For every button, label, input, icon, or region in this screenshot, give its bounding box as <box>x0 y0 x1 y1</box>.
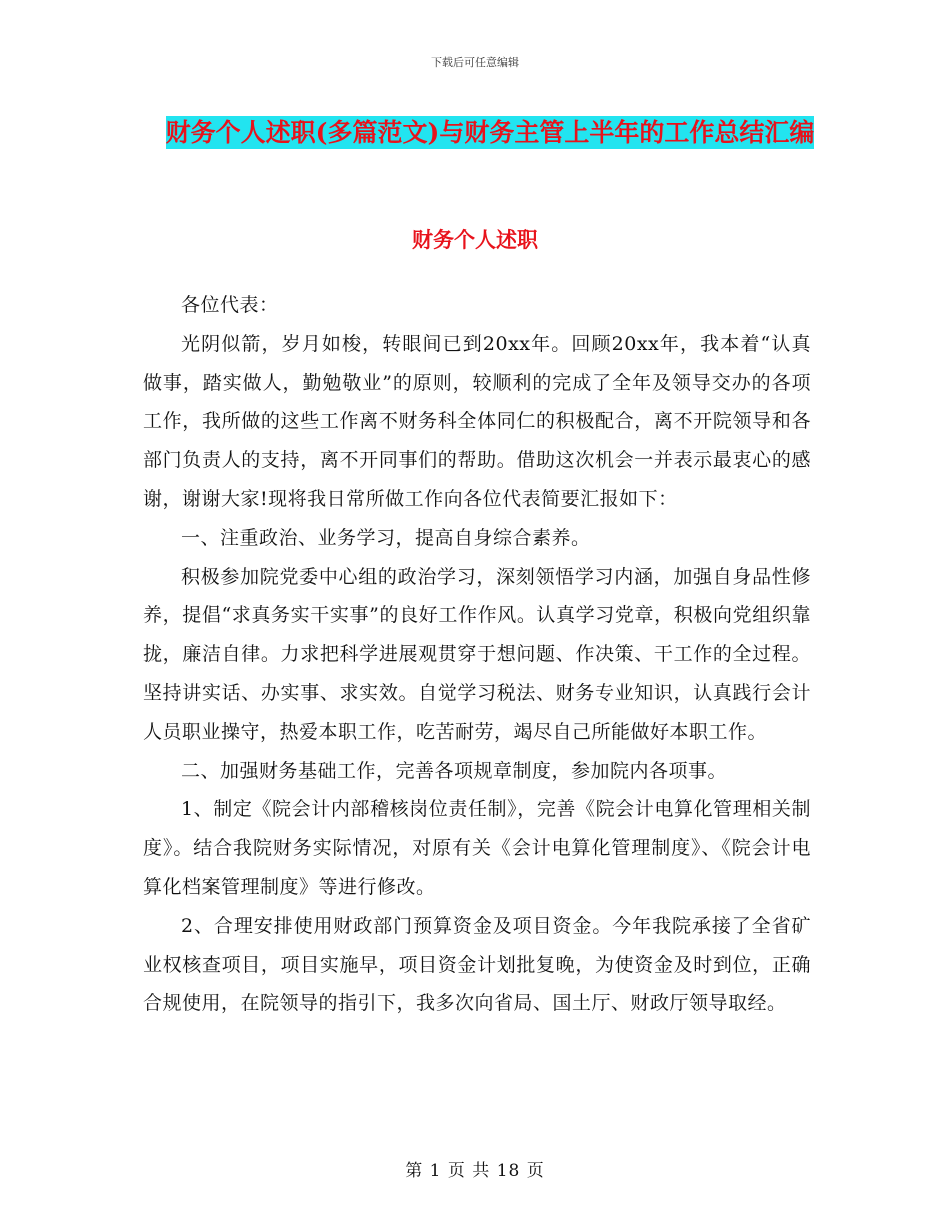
paragraph-heading-1: 一、注重政治、业务学习，提高自身综合素养。 <box>181 526 591 549</box>
document-title <box>140 108 840 158</box>
paragraph-item-1: 1、制定《院会计内部稽核岗位责任制》，完善《院会计电算化管理相关制度》。结合我院财务实际情况，对原有关《会计电算化管理制度》、《院会计电算化档案管理制度》等进行修改。 <box>143 798 811 898</box>
paragraph-intro: 光阴似箭，岁月如梭，转眼间已到20xx年。回顾20xx年，我本着“认真做事，踏实做人，勤勉敬业”的原则，较顺利的完成了全年及领导交办的各项工作，我所做的这些工作离不财务科全体同仁的积极配合，离不开院领导和各部门负责人的支持，离不开同事们的帮助。借助这次机会一并表示最衷心的感谢，谢谢大家!现将我日常所做工作向各位代表简要汇报如下： <box>143 332 811 510</box>
section-title: 财务个人述职 <box>412 227 538 252</box>
paragraph-salutation: 各位代表： <box>181 294 279 316</box>
paragraph-heading-2: 二、加强财务基础工作，完善各项规章制度，参加院内各项事。 <box>181 759 728 782</box>
header-note: 下载后可任意编辑 <box>431 56 519 69</box>
document-title-text: 财务个人述职(多篇范文)与财务主管上半年的工作总结汇编 <box>165 118 815 147</box>
paragraph-item-2: 2、合理安排使用财政部门预算资金及项目资金。今年我院承接了全省矿业权核查项目，项目实施早，项目资金计划批复晚，为使资金及时到位，正确合规使用，在院领导的指引下，我多次向省局、国土厅、财政厅领导取经。 <box>143 914 811 1015</box>
document-body <box>143 286 811 1023</box>
page-footer: 第 1 页 共 18 页 <box>405 1161 545 1181</box>
paragraph-study: 积极参加院党委中心组的政治学习，深刻领悟学习内涵，加强自身品性修养，提倡“求真务实干实事”的良好工作作风。认真学习党章，积极向党组织靠拢，廉洁自律。力求把科学进展观贯穿于想问题、作决策、干工作的全过程。坚持讲实话、办实事、求实效。自觉学习税法、财务专业知识，认真践行会计人员职业操守，热爱本职工作，吃苦耐劳，竭尽自己所能做好本职工作。 <box>143 565 811 743</box>
